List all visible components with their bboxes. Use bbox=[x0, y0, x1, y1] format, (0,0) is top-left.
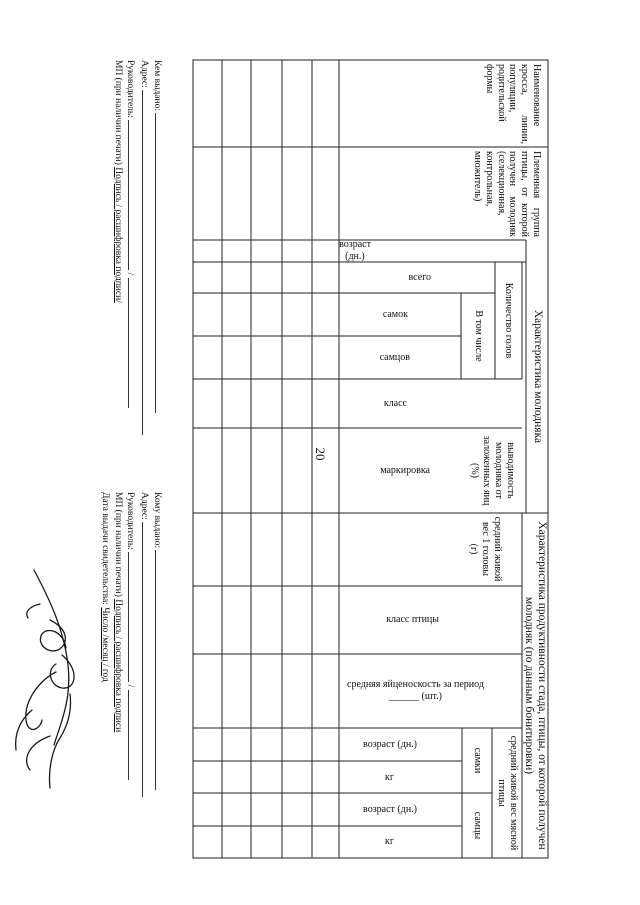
heads-count-header: Количество голов bbox=[503, 282, 515, 359]
issuer-stamp-label: МП (при наличии печати) bbox=[112, 60, 123, 165]
issued-to-label: Кому выдано: bbox=[152, 492, 162, 548]
col-group-header: Племенная группа птицы, от которой получен молодняк (селекционная, контрольная, множитель) bbox=[472, 151, 542, 237]
col-class-header: класс bbox=[383, 397, 407, 409]
issue-date-format: Число /месяц / год bbox=[100, 607, 111, 682]
flock-productivity-header: Характеристика продуктивности стада, птицы, от которой получен молодняк (по данным бонитировки) bbox=[523, 521, 548, 850]
issued-by-label: Кем выдано: bbox=[152, 60, 162, 111]
recipient-block: Кому выдано: Адрес: Руководитель: / МП (при наличии печати) Подпись / расшифровка подписи Дата выдачи свидетельства: Число /месяц / год bbox=[99, 492, 164, 852]
issuer-head-label: Руководитель: bbox=[125, 60, 136, 118]
recipient-address-label: Адрес: bbox=[138, 492, 149, 520]
col-age-header: возраст (дн.) bbox=[339, 239, 371, 262]
col-f-kg-header: кг bbox=[385, 771, 395, 783]
col-females-header: самок bbox=[382, 308, 408, 320]
recipient-signature-caption: Подпись / расшифровка подписи bbox=[112, 599, 123, 733]
page-number: 20 bbox=[313, 447, 328, 461]
col-avg-weight-header: средний живой вес 1 головы (г) bbox=[468, 516, 503, 582]
col-bird-class-header: класс птицы bbox=[386, 614, 439, 626]
col-marking-header: маркировка bbox=[380, 464, 430, 476]
including-header: В том числе bbox=[472, 310, 484, 362]
meat-weight-header: средний живой вес мясной птицы bbox=[496, 735, 519, 851]
issuer-block: Кем выдано: Адрес: Руководитель: / МП (при наличии печати) Подпись / расшифровка подписи/ bbox=[111, 60, 164, 520]
col-egg-prod-header: средняя яйценоскость за период ______ (шт.) bbox=[346, 679, 484, 702]
col-breed-header: Наименование кросса, линии, популяции, родительской формы bbox=[483, 64, 542, 144]
col-hatch-header: выводимость молодняка от заложенных яиц (%) bbox=[469, 435, 516, 506]
col-males-header: самцов bbox=[379, 351, 411, 363]
recipient-head-label: Руководитель: bbox=[125, 492, 136, 550]
issuer-address-label: Адрес: bbox=[138, 60, 149, 88]
col-total-header: всего bbox=[408, 271, 432, 283]
col-m-age-header: возраст (дн.) bbox=[363, 803, 417, 815]
young-stock-header: Характеристика молодняка bbox=[531, 309, 544, 444]
handwritten-signature bbox=[0, 560, 120, 810]
col-m-kg-header: кг bbox=[385, 836, 395, 848]
meat-females-header: самки bbox=[471, 747, 483, 774]
issue-date-label: Дата выдачи свидетельства: bbox=[100, 492, 111, 605]
meat-males-header: самцы bbox=[471, 811, 483, 840]
col-f-age-header: возраст (дн.) bbox=[363, 738, 417, 750]
issuer-signature-caption: Подпись / расшифровка подписи/ bbox=[112, 167, 123, 303]
recipient-stamp-label: МП (при наличии печати) bbox=[112, 492, 123, 597]
